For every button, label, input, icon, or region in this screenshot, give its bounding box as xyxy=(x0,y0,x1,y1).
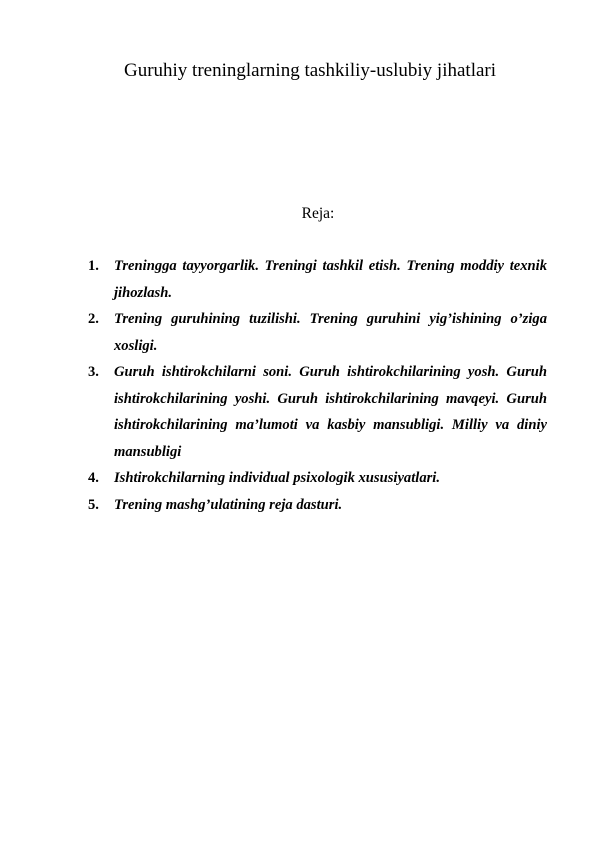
plan-item-3 xyxy=(88,359,547,465)
plan-item-1 xyxy=(88,253,547,306)
plan-item-number: 2. xyxy=(88,311,99,327)
plan-item-text: Guruh ishtirokchilarni soni. Guruh ishtirokchilarining yosh. Guruh ishtirokchilarining yoshi. Guruh ishtirokchilarining mavqeyi. Guruh ishtirokchilarining ma’lumoti va kasbiy mansubligi. Milliy va diniy mansubligi xyxy=(114,364,547,460)
plan-item-5 xyxy=(88,492,547,519)
plan-item-text: Ishtirokchilarning individual psixologik xususiyatlari. xyxy=(114,470,441,486)
plan-item-text: Treningga tayyorgarlik. Treningi tashkil etish. Trening moddiy texnik jihozlash. xyxy=(114,258,547,301)
plan-item-text: Trening guruhining tuzilishi. Trening guruhini yig’ishining o’ziga xosligi. xyxy=(114,311,547,354)
plan-item-number: 1. xyxy=(88,258,99,274)
plan-item-number: 3. xyxy=(88,364,99,380)
plan-item-4 xyxy=(88,465,547,492)
plan-item-text: Trening mashg’ulatining reja dasturi. xyxy=(114,496,343,513)
page-title: Guruhiy treninglarning tashkiliy-uslubiy jihatlari xyxy=(123,60,497,81)
plan-list xyxy=(88,253,547,518)
plan-heading: Reja: xyxy=(301,205,335,222)
plan-item-2 xyxy=(88,306,547,359)
plan-item-number: 4. xyxy=(88,470,99,486)
plan-item-number: 5. xyxy=(88,496,99,513)
